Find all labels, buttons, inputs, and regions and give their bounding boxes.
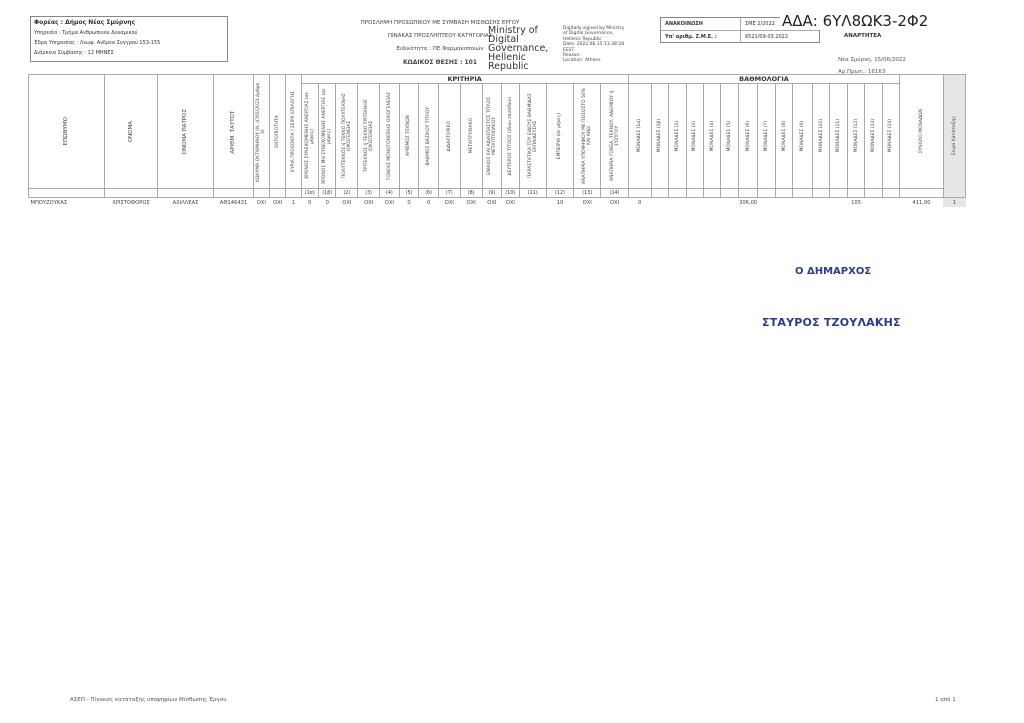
mayor-name: ΣΤΑΥΡΟΣ ΤΖΟΥΛΑΚΗΣ: [762, 316, 901, 329]
col-score: ΜΟΝΑΔΕΣ (9): [793, 84, 813, 189]
cell: ΟΧΙ: [609, 199, 620, 206]
protocol-line: Αρ.Πρωτ.: 16163: [838, 69, 886, 75]
signature-detail: Digitally signed by Ministry: [563, 26, 625, 31]
signature-line: Governance,: [488, 43, 549, 54]
criterion-number: (3): [358, 189, 380, 198]
cell: [686, 198, 703, 208]
cell: ΟΧΙ: [384, 199, 394, 206]
cell-father: ΑΧΙΛΛΕΑΣ: [172, 199, 199, 206]
criterion-number: (1β): [319, 189, 336, 198]
criterion-number: (7): [438, 189, 460, 198]
col-score: ΜΟΝΑΔΕΣ (12): [847, 84, 864, 189]
title-line-2: ΠΙΝΑΚΑΣ ΠΡΟΣΛΗΠΤΕΟΥ ΚΑΤΗΓΟΡΙΑΣ: [387, 33, 493, 39]
signature-detail: EEST: [563, 47, 575, 53]
cell: [758, 198, 775, 208]
ranking-table-wrap: [28, 74, 966, 206]
cell: [882, 198, 899, 208]
cell: [865, 198, 882, 208]
cell: [830, 198, 847, 208]
col-criterion: ΑΝΑΠΗΡΙΑ ΥΠΟΨΗΦΙΟΥ ΜΕ ΠΟΣΟΣΤΟ 50% ΚΑΙ ΑΝΩ: [574, 84, 601, 189]
digital-signature-label: [488, 26, 568, 71]
col-criterion: ΧΡΟΝΟΣ ΜΗ ΣΥΝΕΧΟΜΕΝΗΣ ΑΝΕΡΓΙΑΣ (σε μήνες): [319, 84, 336, 189]
criterion-number: (6): [419, 189, 439, 198]
posting-label: ΑΝΑΡΤΗΤΕΑ: [844, 33, 882, 39]
cell: [651, 198, 668, 208]
col-total: ΣΥΝΟΛΟ ΜΟΝΑΔΩΝ: [900, 75, 944, 189]
col-score: ΜΟΝΑΔΕΣ (8): [775, 84, 792, 189]
signature-line: Hellenic Republic: [488, 52, 529, 72]
cell: 0: [426, 199, 431, 206]
col-score: ΜΟΝΑΔΕΣ (10): [812, 84, 829, 189]
duration-line: Διάρκεια Σύμβασης : 12 ΜΗΝΕΣ: [34, 50, 114, 56]
col-score: ΜΟΝΑΔΕΣ (1α): [628, 84, 651, 189]
col-criterion: ΕΝΙΑΙΟΣ ΚΑΙ ΑΔΙΑΣΠΑΣΤΟΣ ΤΙΤΛΟΣ ΜΕΤΑΠΤΥΧΙΑΚΟΥ: [482, 84, 502, 189]
cell-rank: 1: [943, 198, 965, 208]
criterion-number: (5): [399, 189, 419, 198]
seat-line: Έδρα Υπηρεσίας : Λεωφ. Ανδρέα Συγγρού 153-155: [34, 40, 161, 46]
criterion-number: (13): [574, 189, 601, 198]
col-score: ΜΟΝΑΔΕΣ (5): [721, 84, 738, 189]
cell: ΟΧΙ: [364, 199, 374, 206]
criterion-number: (2): [336, 189, 358, 198]
col-criterion: ΠΑΡΑΣΤΑΤΙΚΑ ΤΟΥ ΕΙΔΟΥΣ ΒΑΘΜΙΔΑΣ ΕΚΠΑΙΔΕΥΣΗΣ: [519, 84, 546, 189]
cell: ΟΧΙ: [505, 199, 515, 206]
ref-label: Υπ' αριθμ. Σ.Μ.Ε. :: [665, 34, 717, 40]
col-score: ΜΟΝΑΔΕΣ (6): [738, 84, 758, 189]
col-father: ΟΝΟΜΑ ΠΑΤΡΟΣ: [157, 75, 214, 189]
cell: 1: [291, 199, 296, 206]
col-score: ΜΟΝΑΔΕΣ (1β): [651, 84, 668, 189]
digital-signature-details: [563, 26, 643, 64]
col-criterion: ΓΟΝΕΑΣ ΜΟΝΟΓΟΝΕΪΚΗΣ ΟΙΚΟΓΕΝΕΙΑΣ: [380, 84, 400, 189]
service-line: Υπηρεσία : Τμήμα Ανθρώπινου Δυναμικού: [34, 30, 138, 36]
col-score: ΜΟΝΑΔΕΣ (7): [758, 84, 775, 189]
announcement-value: ΣΜΕ 2/2022: [740, 18, 819, 30]
cell: [721, 198, 738, 208]
cell: [669, 198, 686, 208]
cell: 0: [638, 199, 642, 206]
cell: 306,00: [739, 199, 758, 206]
criterion-number: (8): [460, 189, 482, 198]
criteria-group-header: ΚΡΙΤΗΡΙΑ: [301, 75, 628, 84]
ref-value: 6521/09.03.2022: [740, 31, 819, 43]
cell-name: ΧΡΙΣΤΟΦΟΡΟΣ: [112, 199, 150, 206]
col-criterion: ΔΕΥΤΕΡΟΣ ΤΙΤΛΟΣ (ίδιου επιπέδου): [502, 84, 519, 189]
col-locality: ΕΝΤΟΠΙΟΤΗΤΑ: [269, 75, 285, 189]
footer-caption: ΑΣΕΠ - Πίνακας κατάταξης υποψηφίων Μίσθωσης Έργου: [70, 697, 227, 703]
criterion-number: (10): [502, 189, 519, 198]
cell: ΟΧΙ: [444, 199, 454, 206]
agency-label: Φορέας : Δήμος Νέας Σμύρνης: [34, 19, 136, 26]
criterion-number: (12): [546, 189, 573, 198]
cell: [812, 198, 829, 208]
position-code: ΚΩΔΙΚΟΣ ΘΕΣΗΣ : 101: [402, 59, 478, 66]
col-score: ΜΟΝΑΔΕΣ (14): [882, 84, 899, 189]
agency-info-box: [30, 16, 228, 62]
criterion-number: (14): [601, 189, 628, 198]
cell: ΟΧΙ: [582, 199, 592, 206]
announcement-label: ΑΝΑΚΟΙΝΩΣΗ: [665, 21, 703, 27]
page-number: 1 από 1: [935, 697, 956, 703]
col-name: ΟΝΟΜΑ: [105, 75, 157, 189]
cell: ΟΧΙ: [273, 199, 283, 206]
mayor-title: Ο ΔΗΜΑΡΧΟΣ: [795, 266, 872, 277]
cell: 105: [851, 199, 861, 206]
signature-detail: Date: 2022.06.15 11:38:28: [563, 42, 625, 48]
cell: ΟΧΙ: [487, 199, 497, 206]
signature-line: Ministry of Digital: [488, 25, 538, 45]
col-surname: ΕΠΩΝΥΜΟ: [29, 75, 105, 189]
title-line-1: ΠΡΟΣΛΗΨΗ ΠΡΟΣΩΠΙΚΟΥ ΜΕ ΣΥΜΒΑΣΗ ΜΙΣΘΩΣΗΣ ΕΡΓΟΥ: [360, 20, 520, 26]
col-criterion: ΕΜΠΕΙΡΙΑ (σε μήνες): [546, 84, 573, 189]
ranking-table: [28, 74, 966, 207]
col-criterion: ΔΙΔΑΚΤΟΡΙΚΟ: [438, 84, 460, 189]
signature-detail: Location: Athens: [563, 58, 601, 64]
table-row: [29, 198, 966, 208]
col-criterion: ΑΡΙΘΜΟΣ ΤΕΚΝΩΝ: [399, 84, 419, 189]
col-criterion: ΤΡΙΤΕΚΝΟΣ ή ΤΕΚΝΟ ΤΡΙΤΕΚΝΗΣ ΟΙΚΟΓΕΝΕΙΑΣ: [358, 84, 380, 189]
col-criterion: ΒΑΘΜΟΣ ΒΑΣΙΚΟΥ ΤΙΤΛΟΥ: [419, 84, 439, 189]
criterion-number: (4): [380, 189, 400, 198]
col-criterion: ΠΟΛΥΤΕΚΝΟΣ ή ΤΕΚΝΟ ΠΟΛΥΤΕΚΝΗΣ ΟΙΚΟΓΕΝΕΙΑΣ: [336, 84, 358, 189]
signature-detail: Hellenic Republic: [563, 36, 602, 42]
col-criterion: ΧΡΟΝΟΣ ΣΥΝΕΧΟΜΕΝΗΣ ΑΝΕΡΓΙΑΣ (σε μήνες): [301, 84, 318, 189]
cell: ΟΧΙ: [256, 199, 266, 206]
criterion-number: (11): [519, 189, 546, 198]
cell-total: 411,00: [912, 199, 931, 206]
cell: 0: [325, 199, 329, 206]
col-id: ΑΡΙΘΜ. ΤΑΥΤΟΤ.: [214, 75, 253, 189]
cell: 0: [308, 199, 312, 206]
col-criterion: ΜΕΤΑΠΤΥΧΙΑΚΟ: [460, 84, 482, 189]
col-score: ΜΟΝΑΔΕΣ (3): [686, 84, 703, 189]
cell-id: ΑΘ146431: [219, 199, 248, 206]
specialty-line: Ειδικότητα : ΠΕ Φαρμακοποιών: [396, 46, 484, 52]
col-score: ΜΟΝΑΔΕΣ (13): [865, 84, 882, 189]
col-score: ΜΟΝΑΔΕΣ (2): [669, 84, 686, 189]
cell: [793, 198, 813, 208]
criterion-number: (1α): [301, 189, 318, 198]
cell: ΟΧΙ: [466, 199, 476, 206]
criterion-number: (9): [482, 189, 502, 198]
signature-detail: of Digital Governance,: [563, 31, 614, 37]
cell: 10: [556, 199, 564, 206]
col-criterion: ΑΝΑΠΗΡΙΑ ΓΟΝΕΑ, ΤΕΚΝΟΥ, ΑΔΕΛΦΟΥ ή ΣΥΖΥΓΟΥ: [601, 84, 628, 189]
col-ban: ΚΩΛΥΜΑ ΟΚΤΑΜΗΝΟΥ (Ν. 4765/2021 άρθρο 3): [253, 75, 269, 189]
col-rank: Σειρά Κατάταξης: [943, 75, 965, 198]
cell: [703, 198, 720, 208]
col-score: ΜΟΝΑΔΕΣ (11): [830, 84, 847, 189]
cell: [775, 198, 792, 208]
ada-code: ΑΔΑ: 6ΥΛ8ΩΚ3-2Φ2: [782, 12, 929, 30]
signature-detail: Reason:: [563, 53, 581, 59]
cell: ΟΧΙ: [342, 199, 352, 206]
scoring-group-header: ΒΑΘΜΟΛΟΓΙΑ: [628, 75, 899, 84]
date-line: Νέα Σμύρνη, 15/06/2022: [838, 57, 906, 63]
cell: [519, 198, 546, 208]
col-qualifications: ΚΥΡΙΑ ΠΡΟΣΟΝΤΑ / ΣΕΙΡΑ ΕΠΙΛΟΓΗΣ: [286, 75, 301, 189]
cell: 0: [407, 199, 411, 206]
col-score: ΜΟΝΑΔΕΣ (4): [703, 84, 720, 189]
cell-surname: ΜΠΟΥΖΟΥΚΑΣ: [30, 199, 68, 206]
